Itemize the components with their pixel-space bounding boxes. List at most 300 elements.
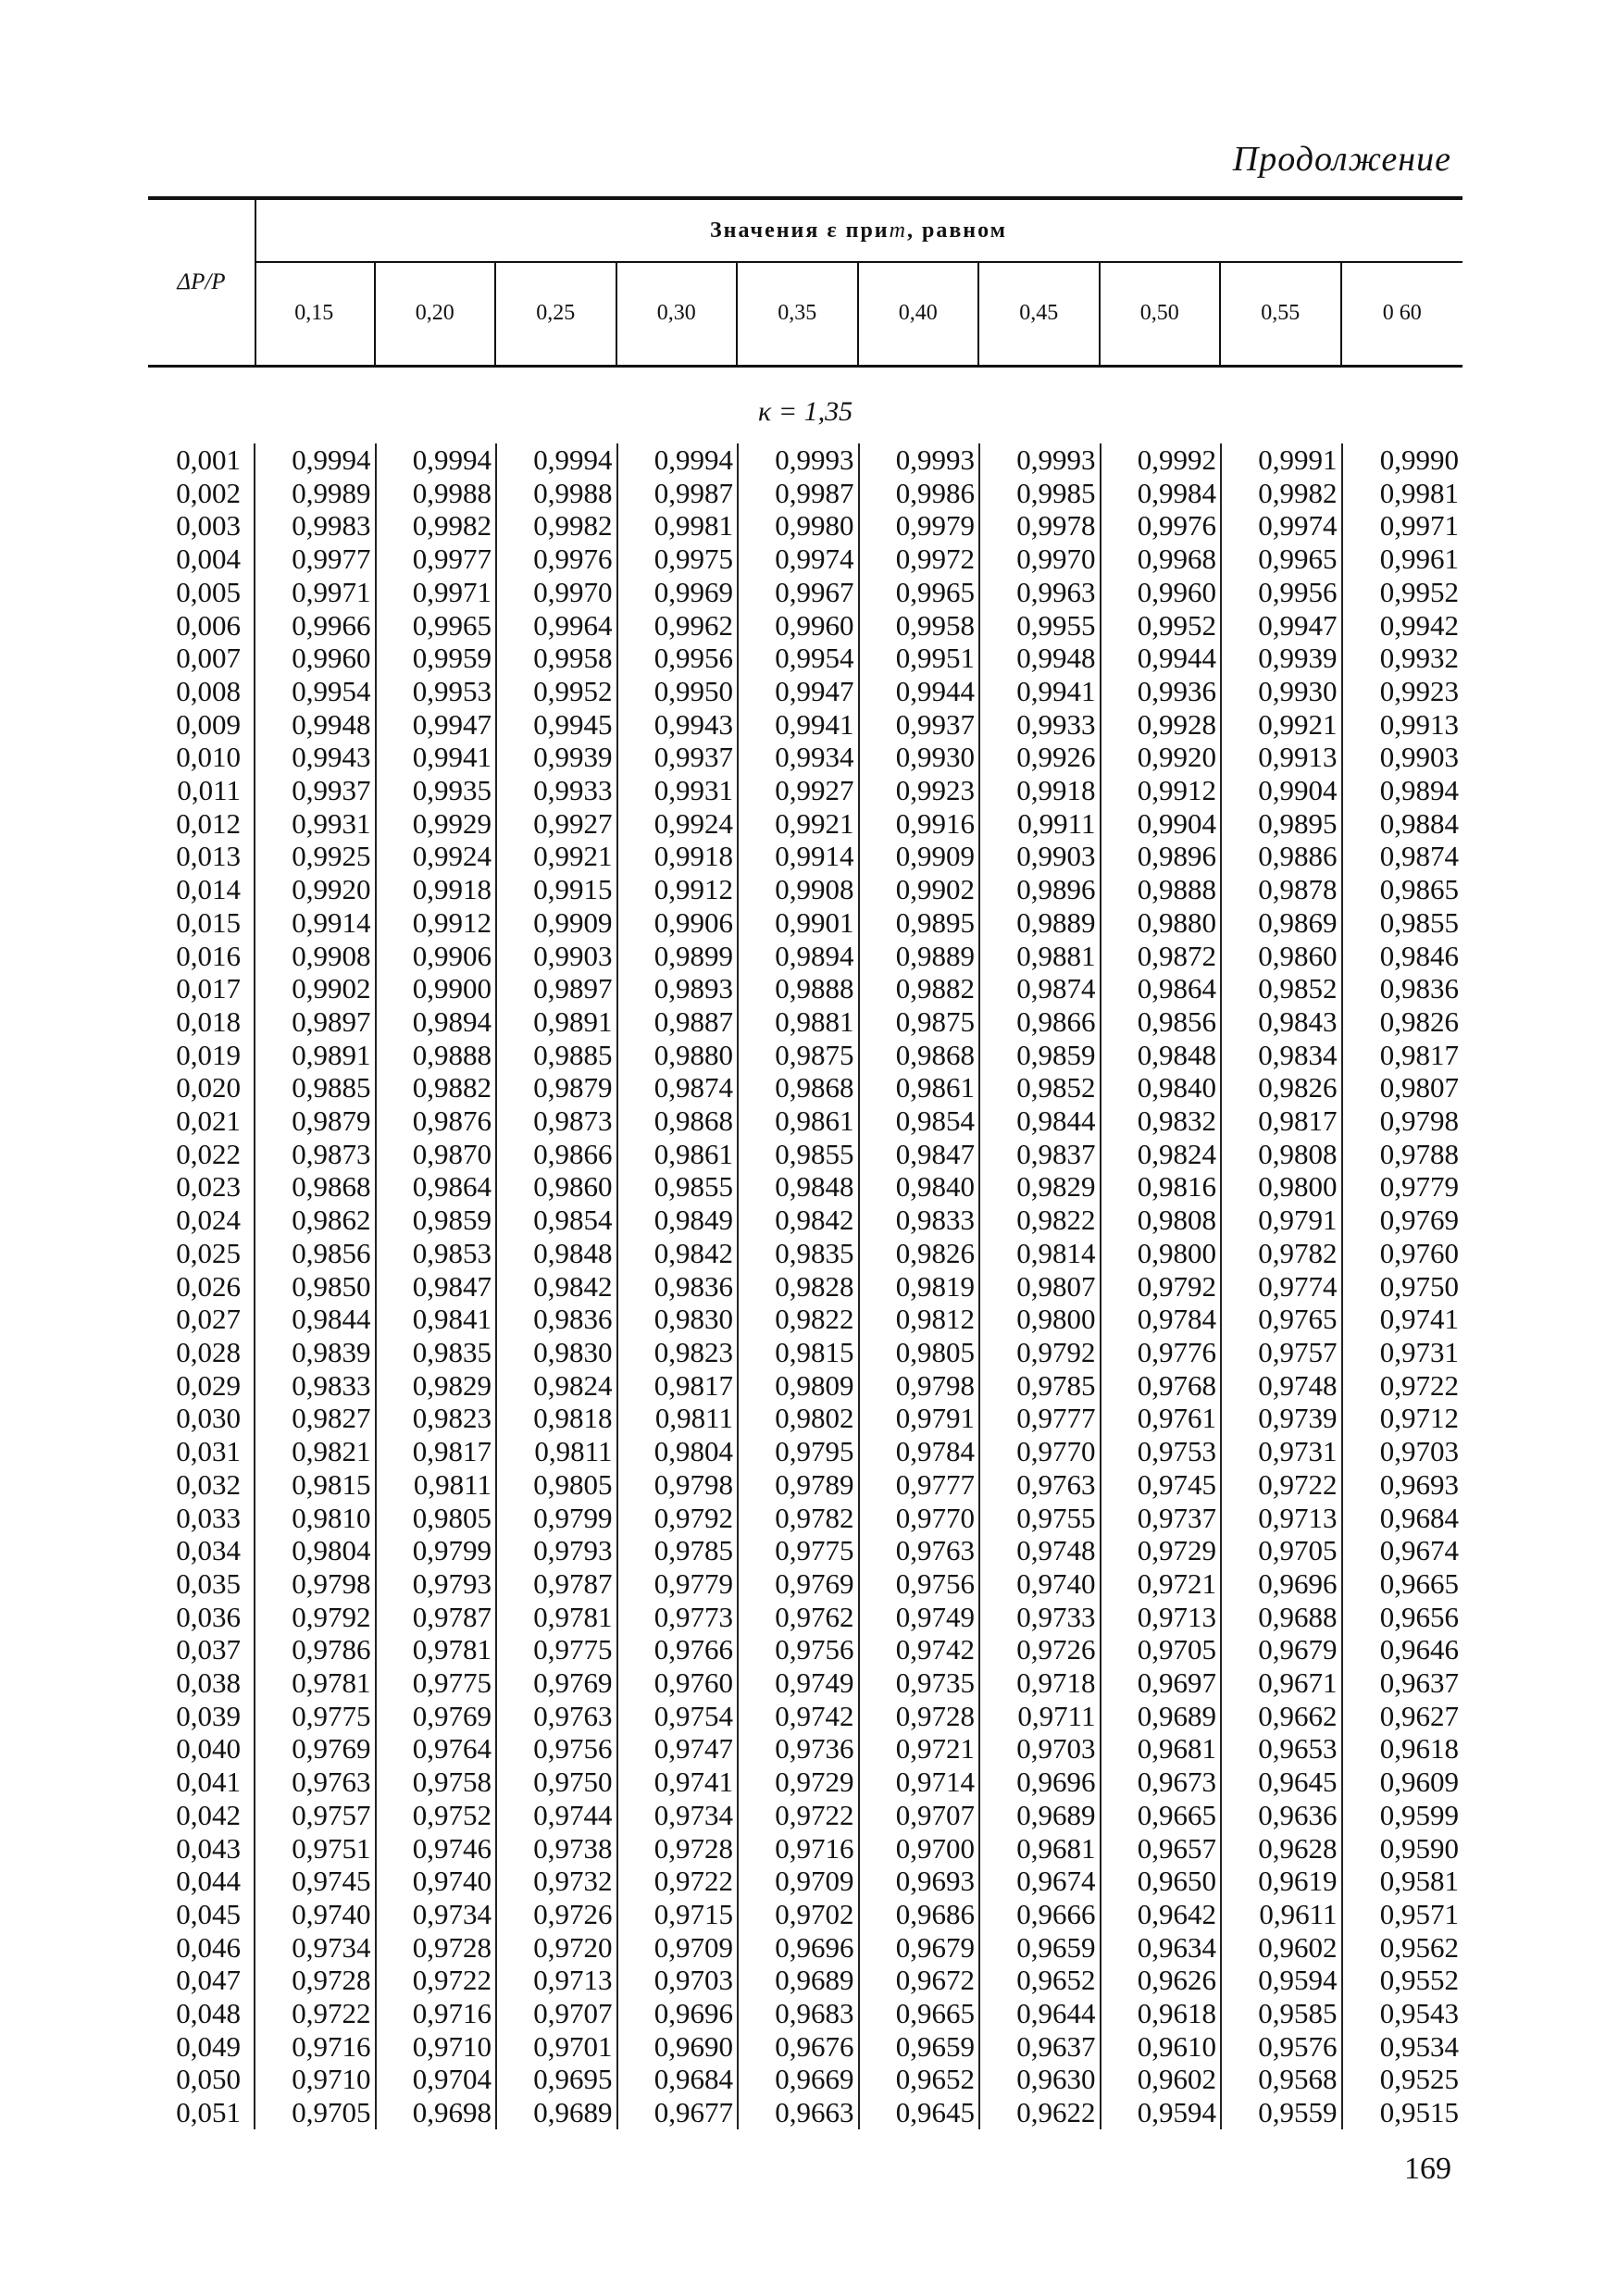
row-label: 0,039 — [148, 1700, 255, 1733]
table-cell: 0,9976 — [1101, 509, 1222, 543]
table-cell: 0,9634 — [1101, 1931, 1222, 1965]
table-cell: 0,9962 — [617, 609, 739, 643]
table-cell: 0,9702 — [738, 1898, 859, 1931]
table-cell: 0,9734 — [255, 1931, 376, 1965]
table-cell: 0,9966 — [255, 609, 376, 643]
table-cell: 0,9960 — [255, 642, 376, 675]
table-cell: 0,9798 — [859, 1369, 980, 1403]
table-cell: 0,9722 — [376, 1964, 497, 1997]
table-cell: 0,9920 — [255, 873, 376, 906]
table-cell: 0,9912 — [376, 906, 497, 940]
table-cell: 0,9859 — [376, 1204, 497, 1237]
table-cell: 0,9731 — [1221, 1435, 1342, 1468]
table-cell: 0,9939 — [496, 741, 617, 774]
table-cell: 0,9916 — [859, 807, 980, 841]
table-cell: 0,9847 — [376, 1270, 497, 1304]
table-cell: 0,9928 — [1101, 708, 1222, 742]
table-cell: 0,9698 — [376, 2096, 497, 2129]
table-cell: 0,9808 — [1221, 1138, 1342, 1171]
table-cell: 0,9895 — [1221, 807, 1342, 841]
table-cell: 0,9971 — [1379, 509, 1459, 543]
table-cell: 0,9856 — [255, 1237, 376, 1270]
table-cell: 0,9684 — [1379, 1501, 1459, 1534]
table-cell: 0,9763 — [979, 1468, 1101, 1502]
table-cell: 0,9826 — [859, 1237, 980, 1270]
table-cell: 0,9722 — [255, 1997, 376, 2030]
table-row — [148, 1567, 1462, 1601]
row-label: 0,044 — [148, 1865, 255, 1898]
table-cell: 0,9721 — [859, 1732, 980, 1766]
table-cell: 0,9757 — [1221, 1336, 1342, 1369]
table-cell: 0,9927 — [496, 807, 617, 841]
table-cell: 0,9986 — [859, 477, 980, 510]
table-cell: 0,9626 — [1101, 1964, 1222, 1997]
table-cell: 0,9855 — [1379, 905, 1459, 939]
table-row — [148, 1997, 1462, 2030]
table-cell: 0,9700 — [859, 1832, 980, 1866]
table-cell: 0,9602 — [1101, 2063, 1222, 2096]
row-label: 0,033 — [148, 1502, 255, 1535]
table-row — [148, 1898, 1462, 1931]
table-cell: 0,9976 — [496, 543, 617, 576]
table-cell: 0,9833 — [859, 1204, 980, 1237]
table-cell: 0,9994 — [496, 443, 617, 477]
table-cell: 0,9891 — [255, 1039, 376, 1072]
table-cell: 0,9679 — [1221, 1633, 1342, 1666]
table-cell: 0,9992 — [1101, 443, 1222, 477]
table-cell: 0,9652 — [859, 2063, 980, 2096]
table-cell: 0,9864 — [1101, 972, 1222, 1005]
table-cell: 0,9918 — [979, 774, 1101, 807]
table-cell: 0,9712 — [1379, 1402, 1459, 1435]
table-cell: 0,9868 — [617, 1104, 739, 1138]
table-cell: 0,9777 — [979, 1402, 1101, 1435]
table-cell: 0,9744 — [496, 1799, 617, 1832]
table-cell: 0,9696 — [1221, 1567, 1342, 1601]
table-cell: 0,9866 — [979, 1005, 1101, 1039]
table-row — [148, 1799, 1462, 1832]
table-cell: 0,9894 — [376, 1005, 497, 1039]
table-cell: 0,9894 — [1379, 774, 1459, 807]
table-cell: 0,9994 — [617, 443, 739, 477]
row-label: 0,019 — [148, 1039, 255, 1072]
table-cell: 0,9981 — [617, 509, 739, 543]
table-cell: 0,9707 — [496, 1997, 617, 2030]
table-cell: 0,9960 — [1101, 576, 1222, 609]
table-cell: 0,9665 — [1101, 1799, 1222, 1832]
table-cell: 0,9861 — [617, 1138, 739, 1171]
table-cell: 0,9792 — [617, 1502, 739, 1535]
row-label: 0,048 — [148, 1997, 255, 2030]
table-cell: 0,9705 — [255, 2096, 376, 2129]
table-cell: 0,9775 — [255, 1700, 376, 1733]
table-cell: 0,9659 — [979, 1931, 1101, 1965]
table-cell: 0,9695 — [496, 2063, 617, 2096]
row-label: 0,022 — [148, 1138, 255, 1171]
table-cell: 0,9673 — [1101, 1766, 1222, 1799]
table-cell: 0,9848 — [1101, 1039, 1222, 1072]
table-cell: 0,9924 — [376, 840, 497, 873]
table-cell: 0,9799 — [376, 1534, 497, 1567]
table-cell: 0,9749 — [738, 1666, 859, 1700]
table-cell: 0,9840 — [859, 1170, 980, 1204]
row-label: 0,028 — [148, 1336, 255, 1369]
table-cell: 0,9823 — [376, 1402, 497, 1435]
table-row — [148, 1237, 1462, 1270]
table-cell: 0,9757 — [255, 1799, 376, 1832]
table-row — [148, 675, 1462, 708]
table-cell: 0,9991 — [1221, 443, 1342, 477]
table-cell: 0,9942 — [1379, 608, 1459, 642]
table-cell: 0,9978 — [979, 509, 1101, 543]
table-cell: 0,9839 — [255, 1336, 376, 1369]
table-cell: 0,9686 — [859, 1898, 980, 1931]
table-cell: 0,9765 — [1221, 1303, 1342, 1336]
table-cell: 0,9720 — [496, 1931, 617, 1965]
table-cell: 0,9861 — [738, 1104, 859, 1138]
table-cell: 0,9947 — [376, 708, 497, 742]
table-cell: 0,9909 — [859, 840, 980, 873]
table-cell: 0,9967 — [738, 576, 859, 609]
table-cell: 0,9952 — [496, 675, 617, 708]
table-cell: 0,9913 — [1379, 707, 1459, 741]
table-cell: 0,9754 — [617, 1700, 739, 1733]
m-column-header: 0,25 — [496, 261, 617, 365]
table-cell: 0,9914 — [738, 840, 859, 873]
row-label: 0,012 — [148, 807, 255, 841]
table-cell: 0,9876 — [376, 1104, 497, 1138]
table-cell: 0,9981 — [1379, 476, 1459, 509]
table-cell: 0,9611 — [1221, 1898, 1342, 1931]
table-cell: 0,9914 — [255, 906, 376, 940]
table-cell: 0,9738 — [496, 1832, 617, 1866]
table-cell: 0,9904 — [1221, 774, 1342, 807]
m-column-header: 0,45 — [979, 261, 1101, 365]
table-cell: 0,9543 — [1379, 1997, 1459, 2030]
span-header-prefix: Значения ε при — [710, 218, 890, 243]
table-cell: 0,9764 — [376, 1732, 497, 1766]
row-label: 0,026 — [148, 1270, 255, 1304]
table-cell: 0,9826 — [1379, 1004, 1459, 1038]
table-cell: 0,9703 — [1379, 1435, 1459, 1468]
table-cell: 0,9741 — [617, 1766, 739, 1799]
table-row — [148, 1865, 1462, 1898]
table-cell: 0,9637 — [979, 2030, 1101, 2064]
table-cell: 0,9689 — [496, 2096, 617, 2129]
table-cell: 0,9763 — [255, 1766, 376, 1799]
table-cell: 0,9665 — [859, 1997, 980, 2030]
table-cell: 0,9818 — [496, 1402, 617, 1435]
m-column-header: 0,50 — [1101, 261, 1222, 365]
table-cell: 0,9945 — [496, 708, 617, 742]
table-cell: 0,9693 — [859, 1865, 980, 1898]
table-cell: 0,9879 — [496, 1071, 617, 1104]
row-label: 0,035 — [148, 1567, 255, 1601]
table-cell: 0,9568 — [1221, 2063, 1342, 2096]
table-cell: 0,9817 — [617, 1369, 739, 1403]
table-cell: 0,9703 — [617, 1964, 739, 1997]
table-cell: 0,9677 — [617, 2096, 739, 2129]
table-cell: 0,9887 — [617, 1005, 739, 1039]
table-cell: 0,9931 — [617, 774, 739, 807]
table-cell: 0,9760 — [1379, 1236, 1459, 1269]
table-cell: 0,9756 — [496, 1732, 617, 1766]
table-cell: 0,9948 — [979, 642, 1101, 675]
table-cell: 0,9812 — [859, 1303, 980, 1336]
row-label: 0,032 — [148, 1468, 255, 1502]
m-column-header: 0,55 — [1221, 261, 1342, 365]
table-cell: 0,9815 — [255, 1468, 376, 1502]
table-row — [148, 940, 1462, 973]
table-cell: 0,9769 — [1379, 1204, 1459, 1237]
table-cell: 0,9756 — [859, 1567, 980, 1601]
row-label: 0,027 — [148, 1303, 255, 1336]
table-cell: 0,9993 — [859, 443, 980, 477]
table-cell: 0,9665 — [1379, 1566, 1459, 1600]
table-cell: 0,9889 — [979, 906, 1101, 940]
table-cell: 0,9731 — [1379, 1335, 1459, 1368]
table-cell: 0,9836 — [1379, 972, 1459, 1005]
table-cell: 0,9848 — [738, 1170, 859, 1204]
table-cell: 0,9903 — [1379, 741, 1459, 774]
table-cell: 0,9817 — [1379, 1038, 1459, 1071]
span-header-var: m — [889, 218, 907, 243]
table-cell: 0,9956 — [1221, 576, 1342, 609]
table-cell: 0,9734 — [376, 1898, 497, 1931]
table-cell: 0,9933 — [496, 774, 617, 807]
table-cell: 0,9795 — [738, 1435, 859, 1468]
table-cell: 0,9792 — [1101, 1270, 1222, 1304]
table-cell: 0,9703 — [979, 1732, 1101, 1766]
table-cell: 0,9874 — [979, 972, 1101, 1005]
table-cell: 0,9728 — [255, 1964, 376, 1997]
table-cell: 0,9994 — [376, 443, 497, 477]
table-cell: 0,9847 — [859, 1138, 980, 1171]
m-column-header: 0,15 — [255, 261, 376, 365]
table-cell: 0,9749 — [859, 1601, 980, 1634]
table-cell: 0,9897 — [255, 1005, 376, 1039]
table-cell: 0,9904 — [1101, 807, 1222, 841]
table-cell: 0,9709 — [738, 1865, 859, 1898]
table-cell: 0,9830 — [496, 1336, 617, 1369]
table-cell: 0,9944 — [1101, 642, 1222, 675]
table-cell: 0,9952 — [1101, 609, 1222, 643]
table-cell: 0,9782 — [1221, 1237, 1342, 1270]
table-cell: 0,9769 — [255, 1732, 376, 1766]
table-cell: 0,9911 — [979, 807, 1101, 841]
table-cell: 0,9961 — [1379, 543, 1459, 576]
table-cell: 0,9741 — [1379, 1303, 1459, 1336]
table-cell: 0,9775 — [496, 1633, 617, 1666]
table-cell: 0,9669 — [738, 2063, 859, 2096]
table-cell: 0,9923 — [859, 774, 980, 807]
table-cell: 0,9663 — [738, 2096, 859, 2129]
table-cell: 0,9802 — [738, 1402, 859, 1435]
table-cell: 0,9979 — [859, 509, 980, 543]
table-cell: 0,9891 — [496, 1005, 617, 1039]
table-cell: 0,9915 — [496, 873, 617, 906]
table-cell: 0,9704 — [376, 2063, 497, 2096]
table-cell: 0,9849 — [617, 1204, 739, 1237]
table-cell: 0,9666 — [979, 1898, 1101, 1931]
table-cell: 0,9750 — [1379, 1269, 1459, 1303]
table-cell: 0,9774 — [1221, 1270, 1342, 1304]
table-cell: 0,9562 — [1379, 1930, 1459, 1964]
row-label: 0,025 — [148, 1237, 255, 1270]
table-cell: 0,9982 — [496, 509, 617, 543]
table-cell: 0,9937 — [617, 741, 739, 774]
table-cell: 0,9793 — [376, 1567, 497, 1601]
table-cell: 0,9559 — [1221, 2096, 1342, 2129]
row-label: 0,030 — [148, 1402, 255, 1435]
table-cell: 0,9689 — [1101, 1700, 1222, 1733]
table-row — [148, 609, 1462, 643]
table-cell: 0,9933 — [979, 708, 1101, 742]
table-cell: 0,9779 — [1379, 1170, 1459, 1204]
table-header — [148, 196, 1462, 368]
table-cell: 0,9896 — [979, 873, 1101, 906]
table-cell: 0,9937 — [255, 774, 376, 807]
row-label: 0,029 — [148, 1369, 255, 1403]
table-cell: 0,9960 — [738, 609, 859, 643]
table-cell: 0,9934 — [738, 741, 859, 774]
table-cell: 0,9881 — [979, 940, 1101, 973]
table-cell: 0,9674 — [979, 1865, 1101, 1898]
table-cell: 0,9852 — [979, 1071, 1101, 1104]
row-label: 0,042 — [148, 1799, 255, 1832]
table-cell: 0,9728 — [859, 1700, 980, 1733]
table-cell: 0,9791 — [859, 1402, 980, 1435]
table-cell: 0,9804 — [617, 1435, 739, 1468]
table-cell: 0,9982 — [376, 509, 497, 543]
table-cell: 0,9722 — [1379, 1368, 1459, 1402]
table-cell: 0,9775 — [376, 1666, 497, 1700]
data-table — [148, 443, 1462, 2129]
table-cell: 0,9987 — [617, 477, 739, 510]
table-row — [148, 543, 1462, 576]
table-cell: 0,9829 — [376, 1369, 497, 1403]
row-label: 0,046 — [148, 1931, 255, 1965]
table-cell: 0,9697 — [1101, 1666, 1222, 1700]
table-cell: 0,9990 — [1379, 443, 1459, 476]
table-cell: 0,9711 — [979, 1700, 1101, 1733]
table-cell: 0,9885 — [255, 1071, 376, 1104]
table-row — [148, 708, 1462, 742]
table-cell: 0,9627 — [1379, 1699, 1459, 1732]
table-cell: 0,9971 — [376, 576, 497, 609]
table-row — [148, 972, 1462, 1005]
table-cell: 0,9811 — [617, 1402, 739, 1435]
table-cell: 0,9681 — [1101, 1732, 1222, 1766]
table-cell: 0,9636 — [1221, 1799, 1342, 1832]
table-cell: 0,9800 — [979, 1303, 1101, 1336]
table-cell: 0,9781 — [496, 1601, 617, 1634]
table-cell: 0,9906 — [376, 940, 497, 973]
table-cell: 0,9713 — [496, 1964, 617, 1997]
table-row — [148, 1633, 1462, 1666]
table-row — [148, 873, 1462, 906]
table-cell: 0,9715 — [617, 1898, 739, 1931]
table-cell: 0,9969 — [617, 576, 739, 609]
table-cell: 0,9800 — [1101, 1237, 1222, 1270]
table-cell: 0,9760 — [617, 1666, 739, 1700]
table-cell: 0,9781 — [255, 1666, 376, 1700]
table-cell: 0,9729 — [738, 1766, 859, 1799]
table-cell: 0,9707 — [859, 1799, 980, 1832]
row-label: 0,023 — [148, 1170, 255, 1204]
table-cell: 0,9610 — [1101, 2030, 1222, 2064]
table-cell: 0,9855 — [738, 1138, 859, 1171]
table-cell: 0,9798 — [255, 1567, 376, 1601]
table-cell: 0,9854 — [859, 1104, 980, 1138]
table-cell: 0,9889 — [859, 940, 980, 973]
table-cell: 0,9807 — [979, 1270, 1101, 1304]
table-cell: 0,9895 — [859, 906, 980, 940]
table-row — [148, 1601, 1462, 1634]
table-cell: 0,9721 — [1101, 1567, 1222, 1601]
table-cell: 0,9994 — [255, 443, 376, 477]
table-cell: 0,9733 — [979, 1601, 1101, 1634]
table-cell: 0,9775 — [738, 1534, 859, 1567]
table-cell: 0,9713 — [1101, 1601, 1222, 1634]
table-row — [148, 1964, 1462, 1997]
table-cell: 0,9931 — [255, 807, 376, 841]
table-cell: 0,9716 — [738, 1832, 859, 1866]
table-cell: 0,9798 — [1379, 1104, 1459, 1138]
table-cell: 0,9716 — [376, 1997, 497, 2030]
table-cell: 0,9739 — [1221, 1402, 1342, 1435]
table-cell: 0,9840 — [1101, 1071, 1222, 1104]
table-cell: 0,9763 — [496, 1700, 617, 1733]
table-cell: 0,9884 — [1379, 806, 1459, 840]
table-cell: 0,9718 — [979, 1666, 1101, 1700]
table-cell: 0,9977 — [255, 543, 376, 576]
table-cell: 0,9873 — [496, 1104, 617, 1138]
table-cell: 0,9956 — [617, 642, 739, 675]
row-label: 0,003 — [148, 509, 255, 543]
row-label: 0,037 — [148, 1633, 255, 1666]
table-cell: 0,9713 — [1221, 1502, 1342, 1535]
table-cell: 0,9785 — [979, 1369, 1101, 1403]
table-cell: 0,9993 — [738, 443, 859, 477]
table-cell: 0,9874 — [617, 1071, 739, 1104]
table-cell: 0,9843 — [1221, 1005, 1342, 1039]
table-cell: 0,9770 — [979, 1435, 1101, 1468]
table-cell: 0,9879 — [255, 1104, 376, 1138]
table-cell: 0,9769 — [496, 1666, 617, 1700]
table-row — [148, 1832, 1462, 1866]
table-cell: 0,9968 — [1101, 543, 1222, 576]
table-cell: 0,9652 — [979, 1964, 1101, 1997]
table-cell: 0,9722 — [1221, 1468, 1342, 1502]
table-row — [148, 1204, 1462, 1237]
table-cell: 0,9958 — [859, 609, 980, 643]
table-cell: 0,9722 — [738, 1799, 859, 1832]
table-cell: 0,9988 — [376, 477, 497, 510]
table-cell: 0,9846 — [1379, 939, 1459, 972]
table-cell: 0,9657 — [1101, 1832, 1222, 1866]
table-cell: 0,9980 — [738, 509, 859, 543]
table-cell: 0,9882 — [376, 1071, 497, 1104]
table-cell: 0,9779 — [617, 1567, 739, 1601]
table-row — [148, 807, 1462, 841]
table-cell: 0,9835 — [376, 1336, 497, 1369]
table-cell: 0,9875 — [738, 1039, 859, 1072]
table-cell: 0,9970 — [979, 543, 1101, 576]
table-cell: 0,9737 — [1101, 1502, 1222, 1535]
row-label: 0,045 — [148, 1898, 255, 1931]
table-cell: 0,9982 — [1221, 477, 1342, 510]
